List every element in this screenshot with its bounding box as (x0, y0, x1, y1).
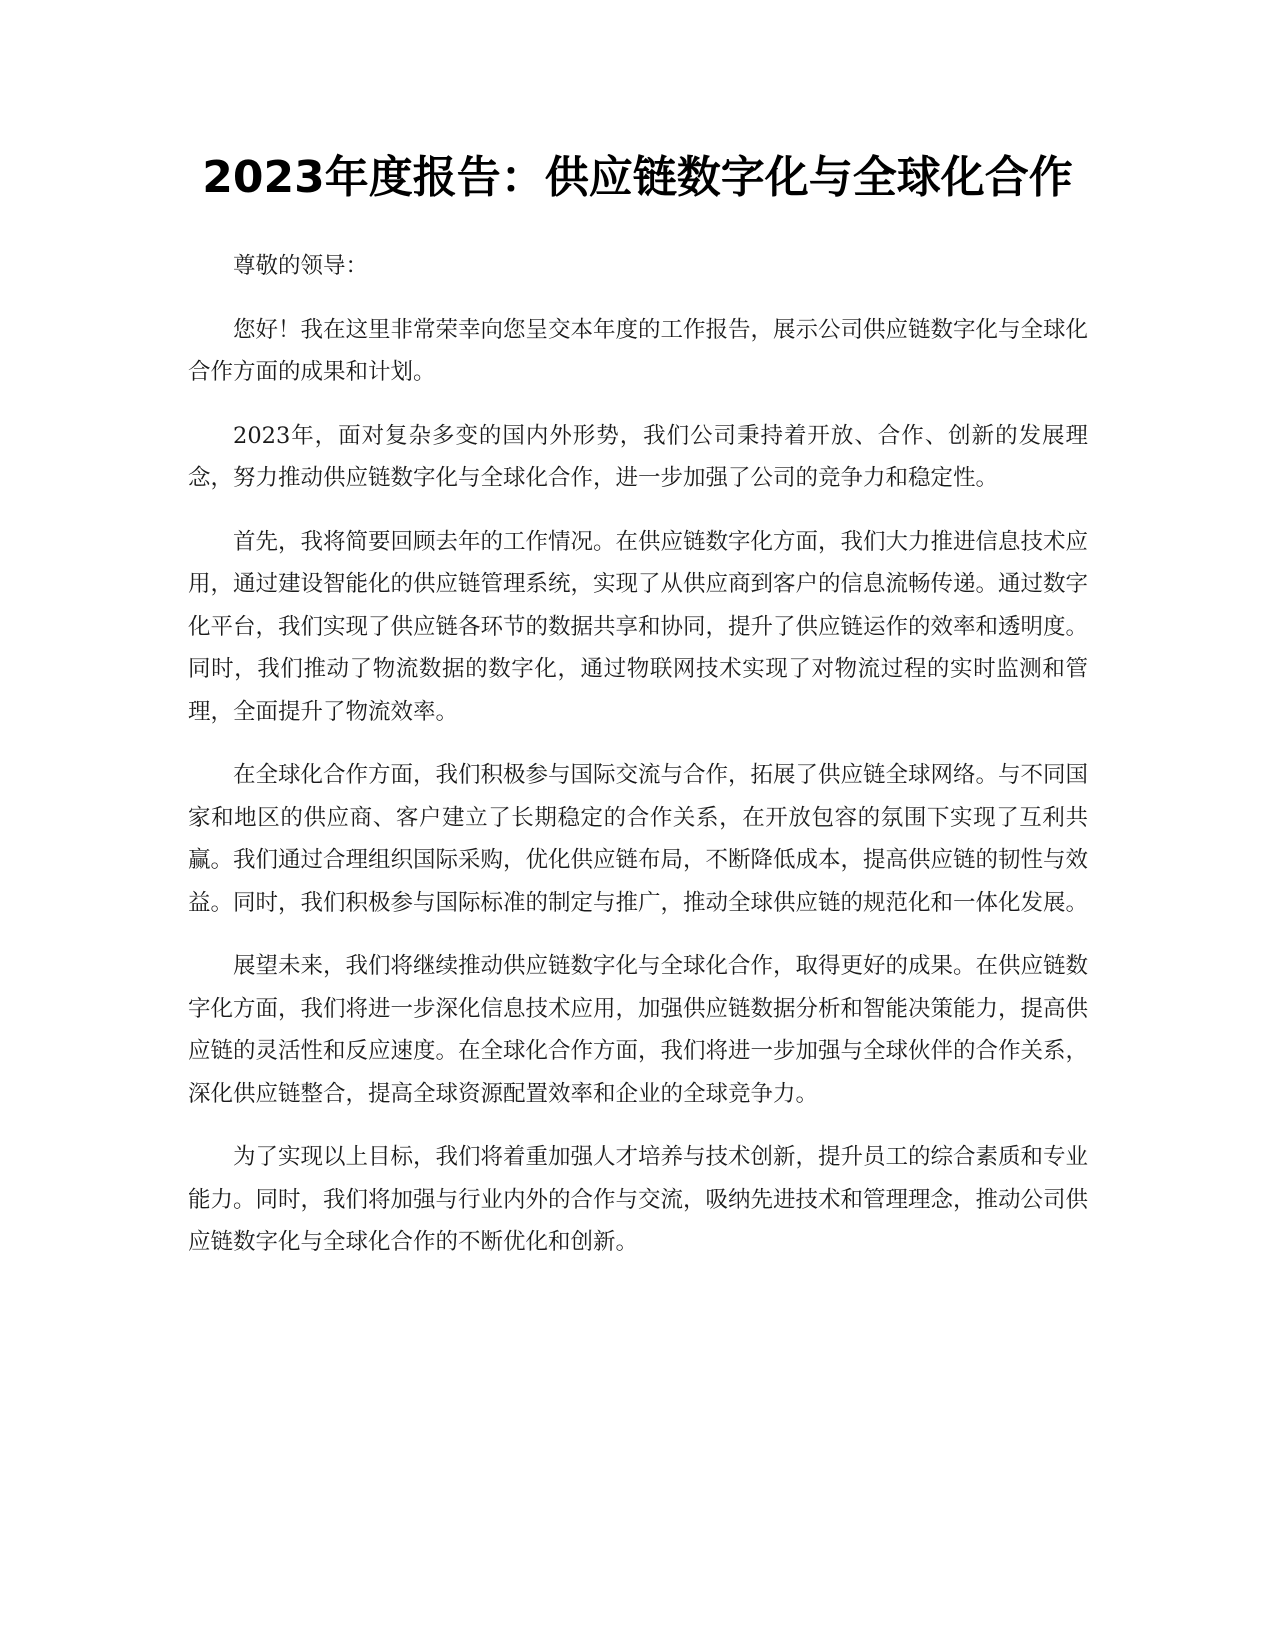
paragraph-globalization-review: 在全球化合作方面，我们积极参与国际交流与合作，拓展了供应链全球网络。与不同国家和地区的供应商、客户建立了长期稳定的合作关系，在开放包容的氛围下实现了互利共赢。我们通过合理组织国际采购，优化供应链布局，不断降低成本，提高供应链的韧性与效益。同时，我们积极参与国际标准的制定与推广，推动全球供应链的规范化和一体化发展。 (188, 762, 1089, 916)
paragraph-overview: 2023年，面对复杂多变的国内外形势，我们公司秉持着开放、合作、创新的发展理念，努力推动供应链数字化与全球化合作，进一步加强了公司的竞争力和稳定性。 (188, 422, 1088, 491)
document-body (188, 245, 1088, 1285)
salutation: 尊敬的领导： (233, 253, 369, 279)
paragraph-intro: 您好！我在这里非常荣幸向您呈交本年度的工作报告，展示公司供应链数字化与全球化合作方面的成果和计划。 (188, 316, 1089, 385)
paragraph-digitalization-review: 首先，我将简要回顾去年的工作情况。在供应链数字化方面，我们大力推进信息技术应用，通过建设智能化的供应链管理系统，实现了从供应商到客户的信息流畅传递。通过数字化平台，我们实现了供应链各环节的数据共享和协同，提升了供应链运作的效率和透明度。同时，我们推动了物流数据的数字化，通过物联网技术实现了对物流过程的实时监测和管理，全面提升了物流效率。 (188, 528, 1089, 725)
paragraph-measures: 为了实现以上目标，我们将着重加强人才培养与技术创新，提升员工的综合素质和专业能力。同时，我们将加强与行业内外的合作与交流，吸纳先进技术和管理理念，推动公司供应链数字化与全球化合作的不断优化和创新。 (188, 1144, 1089, 1255)
document-title: 2023年度报告：供应链数字化与全球化合作 (202, 152, 1073, 203)
paragraph-outlook: 展望未来，我们将继续推动供应链数字化与全球化合作，取得更好的成果。在供应链数字化方面，我们将进一步深化信息技术应用，加强供应链数据分析和智能决策能力，提高供应链的灵活性和反应速度。在全球化合作方面，我们将进一步加强与全球伙伴的合作关系，深化供应链整合，提高全球资源配置效率和企业的全球竞争力。 (188, 953, 1089, 1107)
